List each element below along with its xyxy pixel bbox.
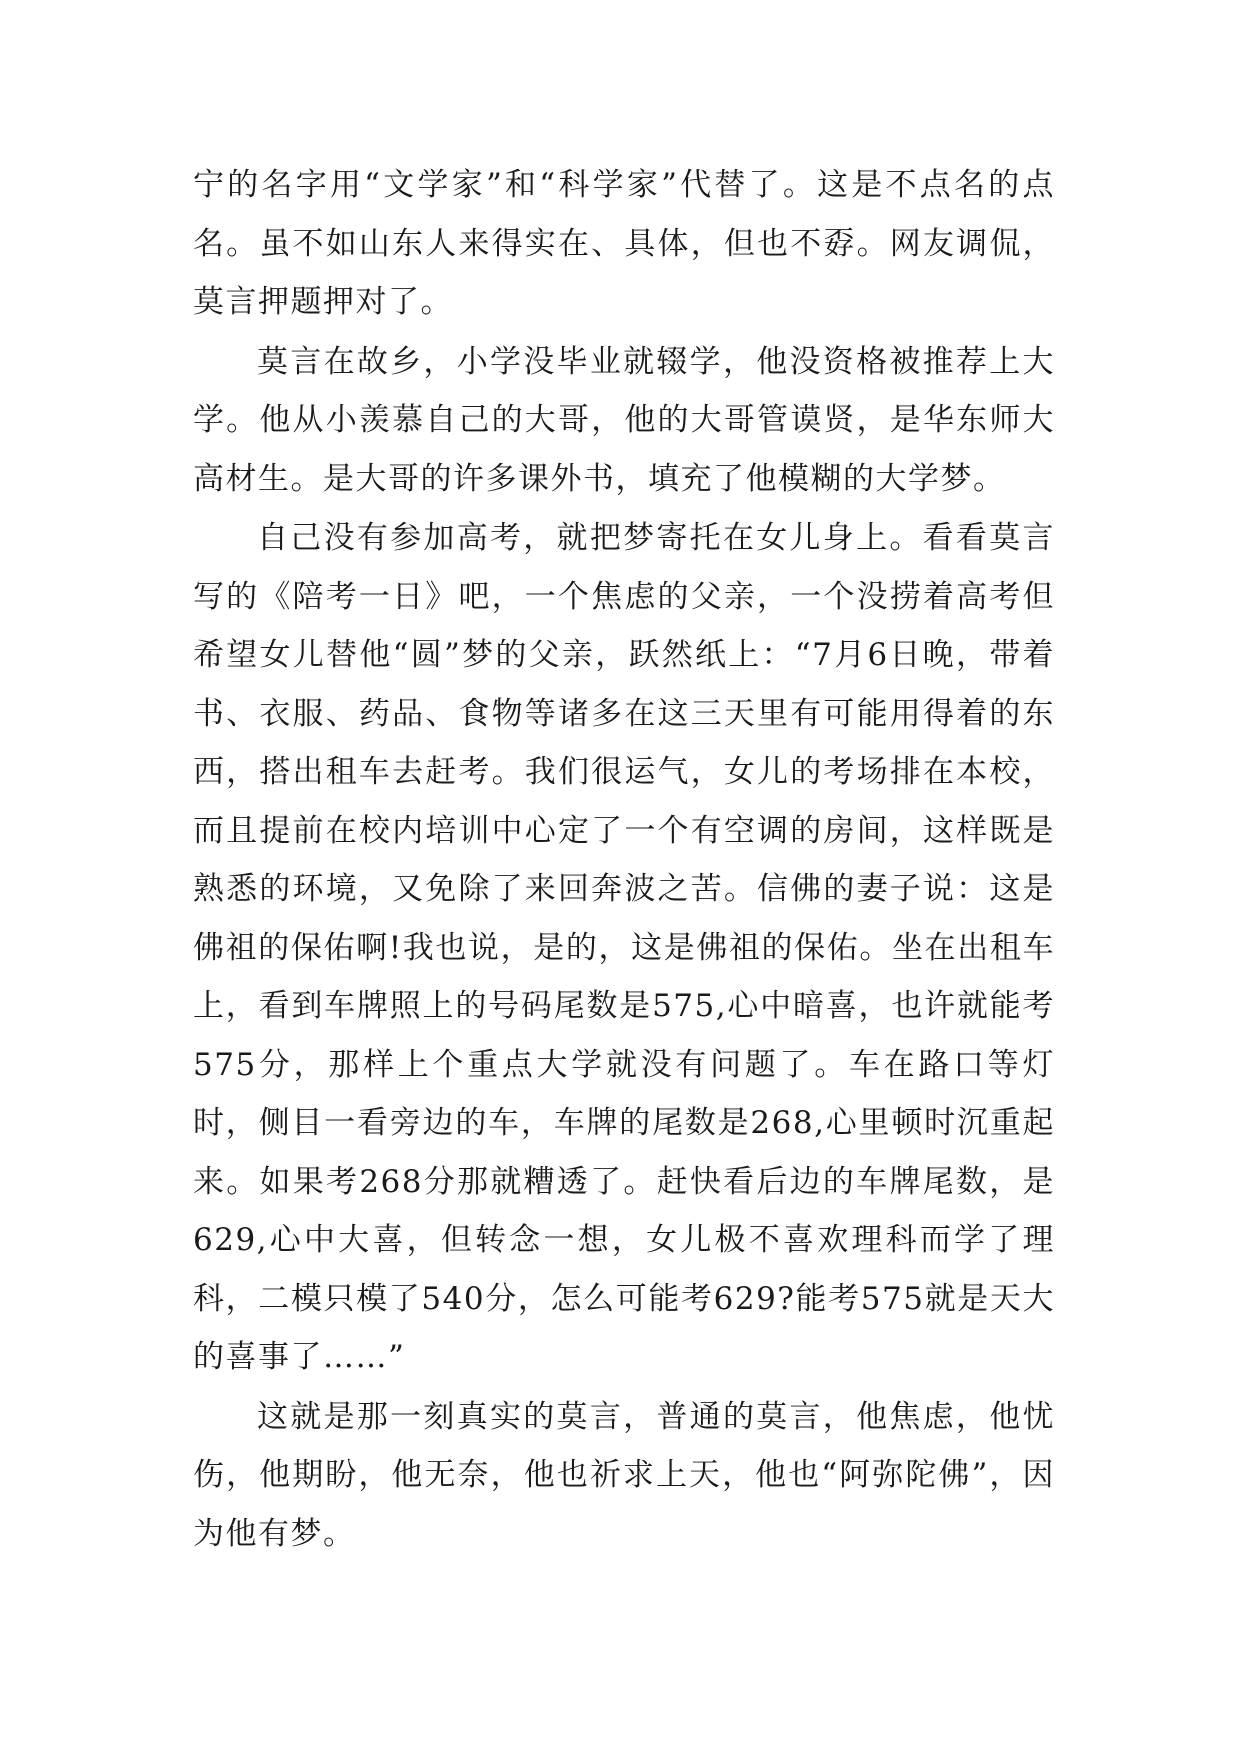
paragraph-continued: 宁的名字用“文学家”和“科学家”代替了。这是不点名的点名。虽不如山东人来得实在、具体，但也不孬。网友调侃，莫言押题押对了。 xyxy=(193,167,1055,320)
paragraph-conclusion: 这就是那一刻真实的莫言，普通的莫言，他焦虑，他忧伤，他期盼，他无奈，他也祈求上天，他也“阿弥陀佛”，因为他有梦。 xyxy=(193,1398,1055,1552)
paragraph-accompany-exam: 自己没有参加高考，就把梦寄托在女儿身上。看看莫言写的《陪考一日》吧，一个焦虑的父亲，一个没捞着高考但希望女儿替他“圆”梦的父亲，跃然纸上：“7月6日晚，带着书、衣服、药品、食物等诸多在这三天里有可能用得着的东西，搭出租车去赶考。我们很运气，女儿的考场排在本校，而且提前在校内培训中心定了一个有空调的房间，这样既是熟悉的环境，又免除了来回奔波之苦。信佛的妻子说：这是佛祖的保佑啊!我也说，是的，这是佛祖的保佑。坐在出租车上，看到车牌照上的号码尾数是575,心中暗喜，也许就能考575分，那样上个重点大学就没有问题了。车在路口等灯时，侧目一看旁边的车，车牌的尾数是268,心里顿时沉重起来。如果考268分那就糟透了。赶快看后边的车牌尾数，是629,心中大喜，但转念一想，女儿极不喜欢理科而学了理科，二模只模了540分，怎么可能考629?能考575就是天大的喜事了……” xyxy=(193,520,1055,1375)
document-body xyxy=(193,156,1055,1564)
paragraph-mo-yan-childhood: 莫言在故乡，小学没毕业就辍学，他没资格被推荐上大学。他从小羡慕自己的大哥，他的大哥管谟贤，是华东师大高材生。是大哥的许多课外书，填充了他模糊的大学梦。 xyxy=(193,343,1055,497)
